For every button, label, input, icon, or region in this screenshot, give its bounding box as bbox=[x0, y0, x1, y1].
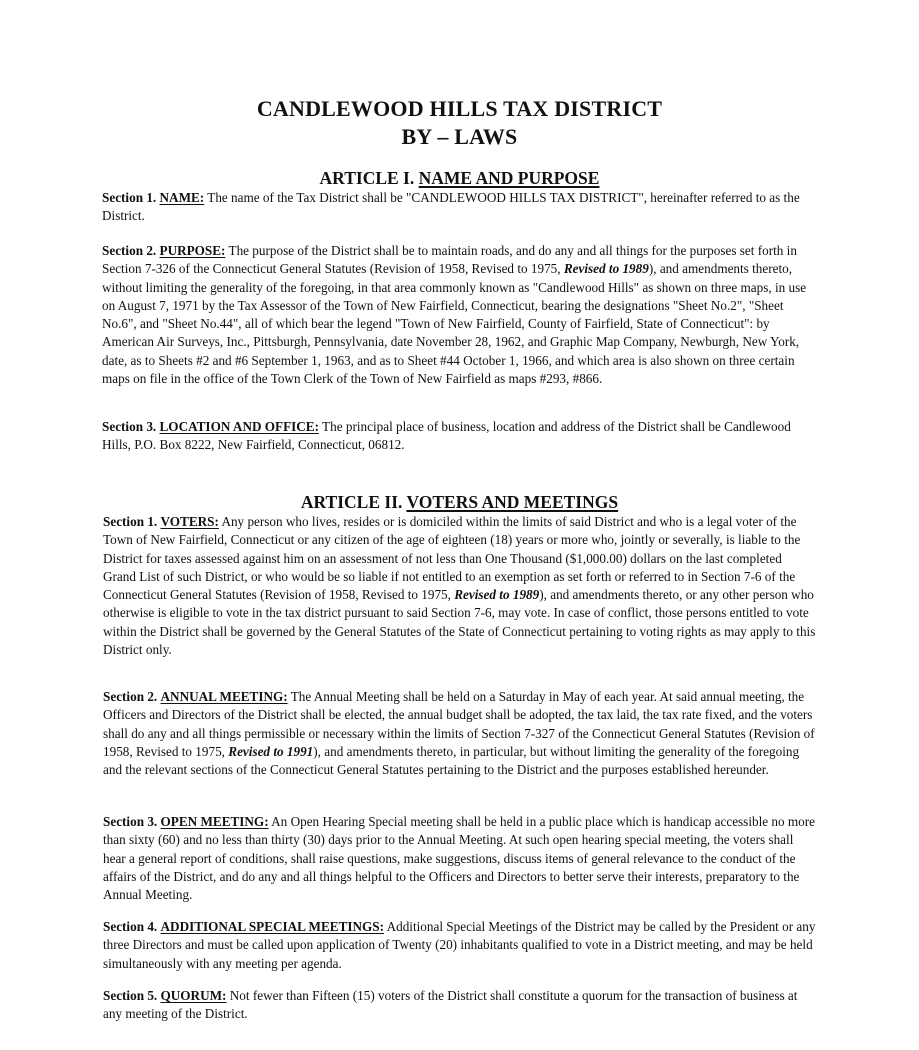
section-heading: OPEN MEETING: bbox=[160, 814, 269, 829]
section-heading: VOTERS: bbox=[160, 514, 219, 529]
document-subtitle: BY – LAWS bbox=[401, 124, 518, 149]
section-text: ), and amendments thereto, in particular, but without limiting the generality of the foregoing and the relevant sections of the Connecticut General Statutes pertaining to the District and the purposes established hereunder. bbox=[103, 743, 800, 778]
section-heading: ANNUAL MEETING: bbox=[160, 689, 288, 704]
section-text: The principal place of business, location and address of the District shall be Candlewood Hills, P.O. Box 8222, New Fairfield, Connecticut, 06812. bbox=[102, 419, 791, 453]
revision-note: Revised to 1991 bbox=[228, 743, 314, 759]
article-2-prefix: ARTICLE II. bbox=[300, 492, 403, 512]
section-text: The purpose of the District shall be to maintain roads, and do any and all things for the purposes set forth in Section 7-326 of the Connecticut General Statutes (Revision of 1958, Revised to 1975, bbox=[102, 243, 797, 277]
section-text: The Annual Meeting shall be held on a Saturday in May of each year. At said annual meeting, the Officers and Directors of the District shall be elected, the annual budget shall be adopted, the tax laid, the tax rate fixed, and the voters shall do any and all things permissible or necessary within the limits of Section 7-327 of the Connecticut General Statutes (Revision of 1958, Revised to 1975, bbox=[103, 689, 815, 759]
section-label: Section 3. bbox=[102, 419, 157, 434]
article-1-section-3 bbox=[102, 418, 816, 455]
article-1-title: NAME AND PURPOSE bbox=[418, 168, 600, 188]
article-1-prefix: ARTICLE I. bbox=[319, 168, 415, 188]
section-text: Additional Special Meetings of the District may be called by the President or any three Directors and must be called upon application of Twenty (20) inhabitants qualified to vote in a District meeting, and may be held simultaneously with any meeting per agenda. bbox=[103, 919, 816, 971]
section-heading: PURPOSE: bbox=[159, 243, 226, 258]
article-1-section-1 bbox=[102, 189, 816, 226]
section-label: Section 2. bbox=[102, 243, 157, 258]
document-title: CANDLEWOOD HILLS TAX DISTRICT bbox=[256, 96, 663, 121]
section-heading: ADDITIONAL SPECIAL MEETINGS: bbox=[160, 919, 385, 934]
section-heading: LOCATION AND OFFICE: bbox=[159, 419, 319, 434]
revision-note: Revised to 1989 bbox=[563, 261, 649, 277]
article-1-heading bbox=[0, 168, 919, 189]
section-text: The name of the Tax District shall be "CANDLEWOOD HILLS TAX DISTRICT", hereinafter referred to as the District. bbox=[102, 190, 800, 224]
section-heading: NAME: bbox=[159, 190, 205, 205]
section-label: Section 3. bbox=[103, 814, 158, 829]
article-1-section-2 bbox=[102, 242, 816, 388]
section-label: Section 2. bbox=[103, 689, 158, 704]
article-2-section-5 bbox=[103, 987, 817, 1024]
section-label: Section 1. bbox=[102, 190, 157, 205]
article-2-heading bbox=[0, 492, 919, 513]
section-text: ), and amendments thereto, without limiting the generality of the foregoing, in that area commonly known as "Candlewood Hills" as shown on three maps, in use on August 7, 1971 by the Tax Assessor of the Town of New Fairfield, Connecticut, bearing the designations "Sheet No.2", "Sheet No.6", and "Sheet No.44", all of which bear the legend "Town of New Fairfield, County of Fairfield, State of Connecticut": by American Air Surveys, Inc., Pittsburgh, Pennsylvania, date November 28, 1962, and Graphic Map Company, Newburgh, New York, date, as to Sheets #2 and #6 September 1, 1963, and as to Sheet #44 October 1, 1966, and which area is also shown on three certain maps on file in the office of the Town Clerk of the Town of New Fairfield as maps #293, #866. bbox=[102, 261, 807, 387]
section-text: ), and amendments thereto, or any other person who otherwise is eligible to vote in the tax district pursuant to said Section 7-6, may vote. In case of conflict, those persons entitled to vote within the District shall be governed by the General Statutes of the State of Connecticut pertaining to voting rights as may apply to this District only. bbox=[103, 587, 816, 658]
revision-note: Revised to 1989 bbox=[454, 587, 540, 603]
article-2-section-4 bbox=[103, 918, 817, 973]
article-2-section-1 bbox=[103, 513, 817, 659]
section-label: Section 4. bbox=[103, 919, 158, 934]
article-2-title: VOTERS AND MEETINGS bbox=[406, 492, 619, 512]
section-heading: QUORUM: bbox=[160, 988, 227, 1003]
article-2-section-2 bbox=[103, 688, 817, 779]
article-2-section-3 bbox=[103, 813, 817, 904]
section-label: Section 1. bbox=[103, 514, 158, 529]
section-text: An Open Hearing Special meeting shall be held in a public place which is handicap accessible no more than sixty (60) and no less than thirty (30) days prior to the Annual Meeting. At such open hearing special meeting, the voters shall hear a general report of conditions, shall raise questions, make suggestions, discuss items of general relevance to the conduct of the affairs of the District, and do any and all things helpful to the Officers and Directors to better serve their interests, preparatory to the Annual Meeting. bbox=[103, 814, 815, 903]
section-text: Not fewer than Fifteen (15) voters of the District shall constitute a quorum for the transaction of business at any meeting of the District. bbox=[103, 988, 798, 1022]
section-label: Section 5. bbox=[103, 988, 158, 1003]
section-text: Any person who lives, resides or is domiciled within the limits of said District and who is a legal voter of the Town of New Fairfield, Connecticut or any citizen of the age of eighteen (18) years or more who, jointly or severally, is liable to the District for taxes assessed against him on an assessment of not less than One Thousand ($1,000.00) dollars on the last completed Grand List of such District, or who would be so liable if not entitled to an exemption as set forth or referred to in Section 7-6 of the Connecticut General Statutes (Revision of 1958, Revised to 1975, bbox=[103, 514, 801, 603]
